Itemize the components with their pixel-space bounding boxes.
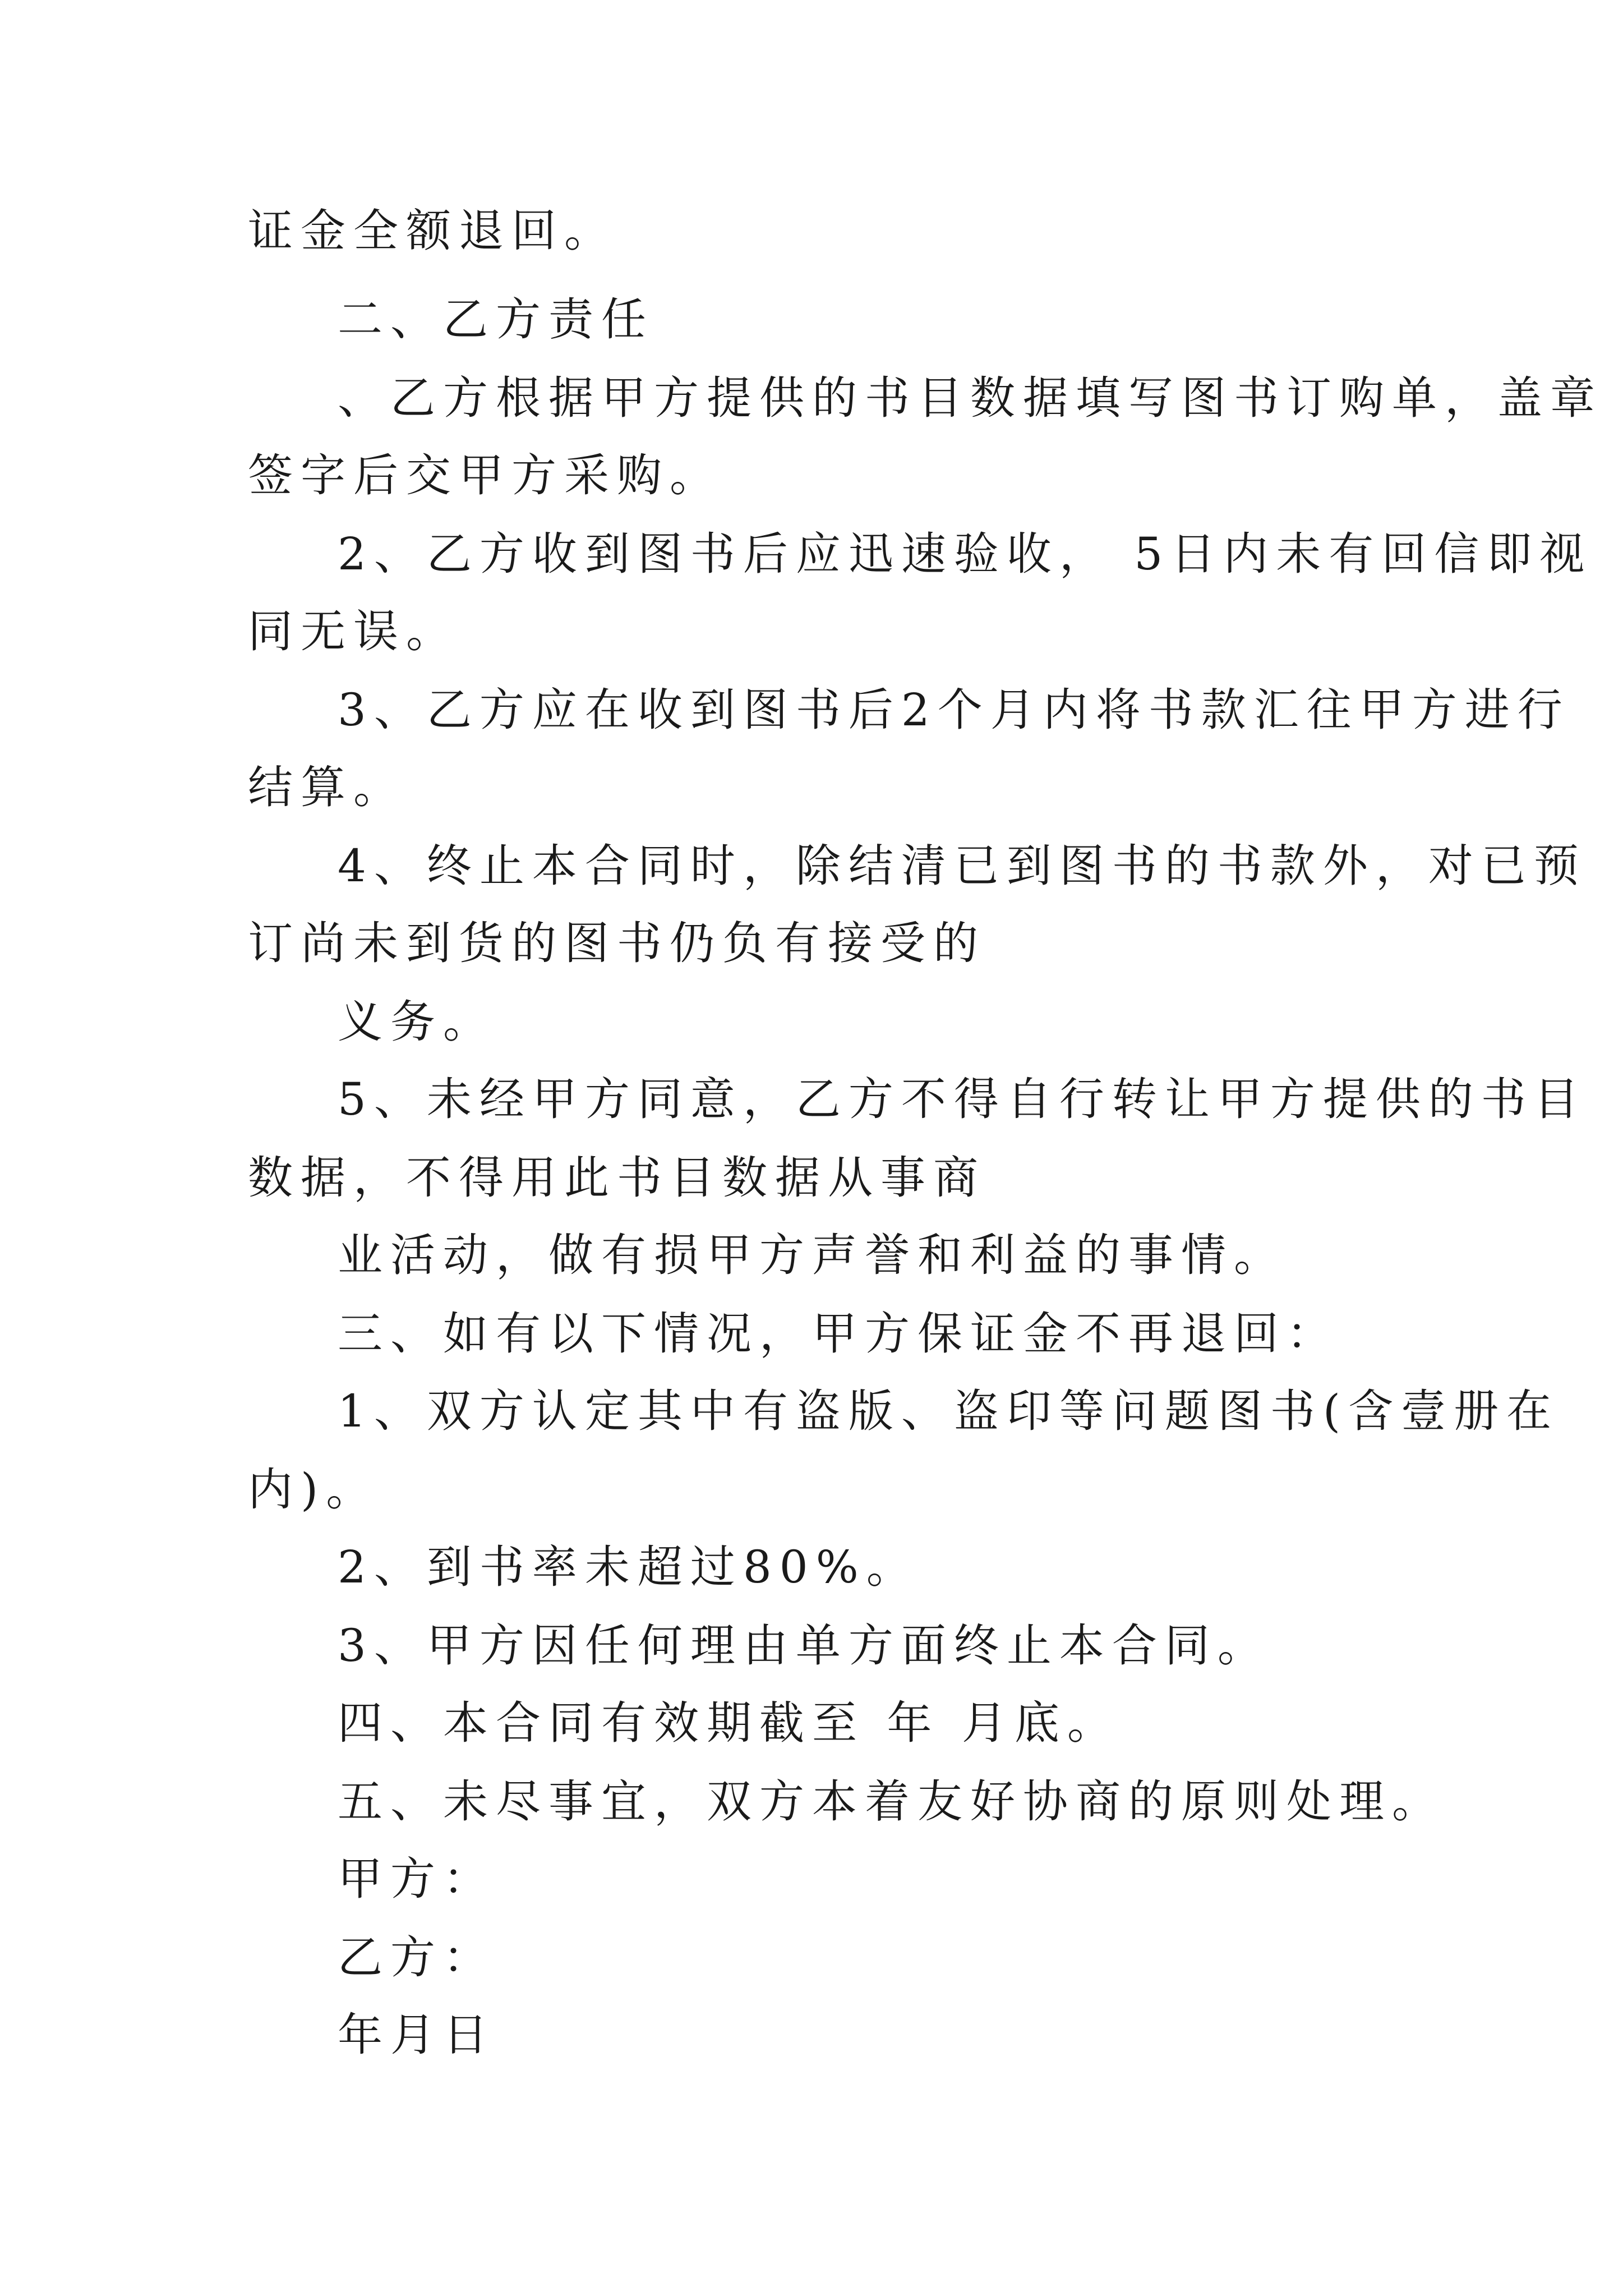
section-heading: 三、如有以下情况，甲方保证金不再退回： (338, 1308, 1339, 1360)
paragraph-line: 内)。 (248, 1464, 379, 1516)
signature-party-b: 乙方： (338, 1931, 496, 1984)
paragraph-line: 订尚未到货的图书仍负有接受的 (248, 917, 986, 969)
paragraph-line: 5、未经甲方同意，乙方不得自行转让甲方提供的书目 (338, 1073, 1587, 1125)
paragraph-line: 2、乙方收到图书后应迅速验收， 5日内未有回信即视 (338, 528, 1593, 580)
paragraph-line: 、乙方根据甲方提供的书目数据填写图书订购单，盖章 (338, 372, 1603, 424)
paragraph-line: 签字后交甲方采购。 (248, 449, 722, 501)
paragraph-line: 2、到书率未超过80%。 (338, 1541, 919, 1593)
paragraph-line: 证金全额退回。 (248, 205, 617, 257)
paragraph-line: 1、双方认定其中有盗版、盗印等问题图书(含壹册在 (338, 1385, 1560, 1437)
paragraph-line: 3、甲方因任何理由单方面终止本合同。 (338, 1619, 1270, 1672)
paragraph-line: 结算。 (248, 761, 406, 813)
paragraph-line: 义务。 (338, 996, 496, 1048)
section-heading: 二、乙方责任 (338, 293, 654, 346)
paragraph-line: 业活动，做有损甲方声誉和利益的事情。 (338, 1229, 1287, 1281)
paragraph-line: 4、终止本合同时，除结清已到图书的书款外，对已预 (338, 840, 1587, 892)
section-heading: 四、本合同有效期截至 年 月底。 (338, 1697, 1120, 1749)
paragraph-line: 数据，不得用此书目数据从事商 (248, 1152, 986, 1204)
paragraph-line: 同无误。 (248, 605, 459, 657)
signature-party-a: 甲方： (338, 1853, 496, 1905)
paragraph-line: 3、乙方应在收到图书后2个月内将书款汇往甲方进行 (338, 684, 1570, 736)
section-heading: 五、未尽事宜，双方本着友好协商的原则处理。 (338, 1775, 1445, 1828)
signature-date: 年月日 (338, 2009, 496, 2061)
